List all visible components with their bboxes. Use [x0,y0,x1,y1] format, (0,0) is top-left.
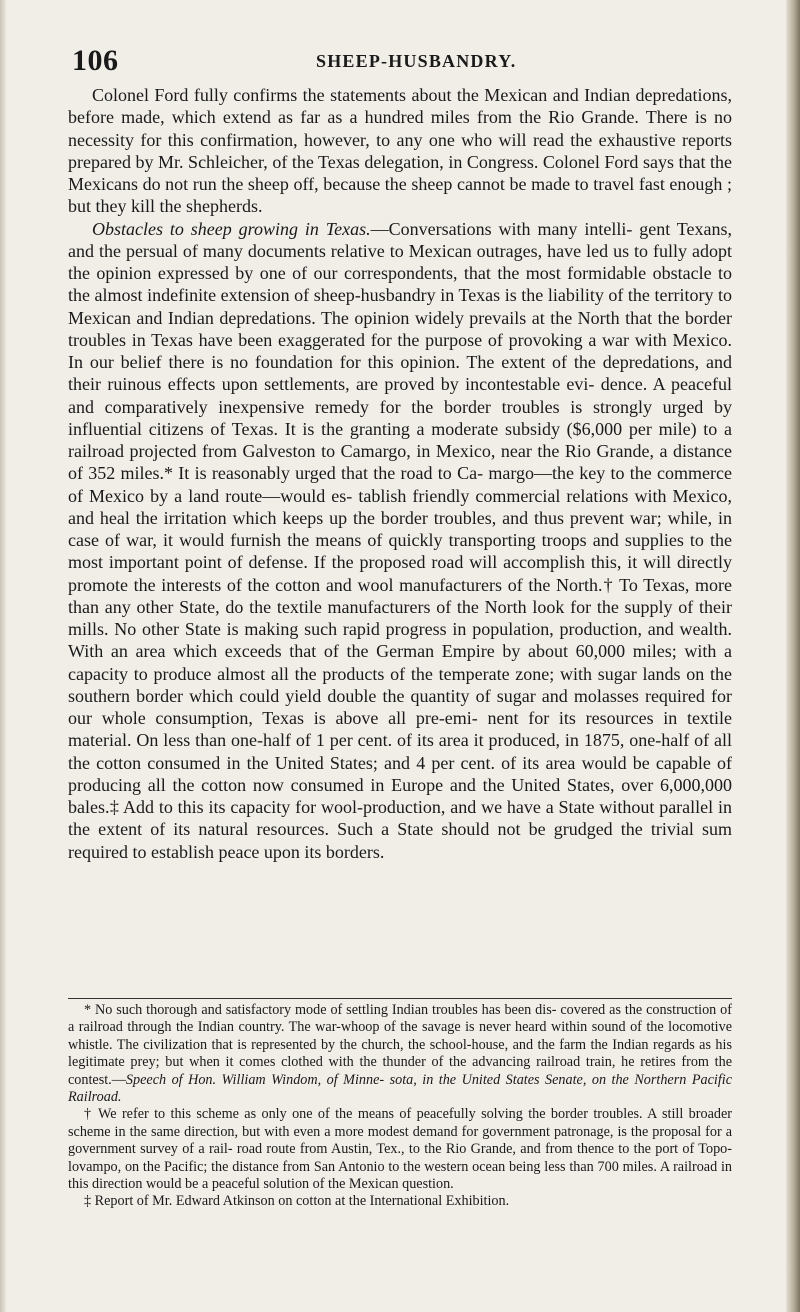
footnote-dagger: † We refer to this scheme as only one of the means of peacefully solving the border troubles. A still broader scheme in the same direction, but with even a more modest demand for government patronage, is the proposal for a government survey of a rail- road route from Austin, Tex., to the Rio Grande, and from thence to the port of Topo- lovampo, on the Pacific; the distance from San Antonio to the western ocean being less than 700 miles. A railroad in this direction would be a peaceful solution of the Mexican question. [68,1106,732,1193]
page-number: 106 [72,44,119,77]
section-subheading: Obstacles to sheep growing in Texas. [92,218,371,239]
paragraph-ford: Colonel Ford fully confirms the statements about the Mexican and Indian depredations, before made, which extend as far as a hundred miles from the Rio Grande. There is no necessity for this confirmation, however, to any one who will read the exhaustive reports prepared by Mr. Schleicher, of the Texas delegation, in Congress. Colonel Ford says that the Mexicans do not run the sheep off, because the sheep cannot be made to travel fast enough ; but they kill the shepherds. [68,85,732,217]
footnote-asterisk-text: * No such thorough and satisfactory mode of settling Indian troubles has been dis- covered as the construction of a railroad through the Indian country. The war-whoop of the savage is never heard within sound of the locomotive whistle. The civilization that is represented by the church, the school-house, and the farm the Indian regards as his legitimate prey; but when it comes clothed with the thunder of the advancing railroad train, he retires from the contest.— [68,1002,732,1088]
footnote-asterisk [68,1002,732,1106]
page-edge-shadow [786,0,800,1312]
footnote-double-dagger: ‡ Report of Mr. Edward Atkinson on cotton at the International Exhibition. [84,1193,510,1210]
footnotes [68,1002,732,1211]
paragraph-obstacles [68,218,732,863]
page-gutter-shadow [0,0,6,1312]
footnote-rule [68,998,732,999]
running-title: SHEEP-HUSBANDRY. [316,51,517,71]
paragraph-obstacles-text: —Conversations with many intelli- gent Texans, and the persual of many documents relative to Mexican outrages, have led us to fully adopt the opinion expressed by one of our correspondents, that the most formidable obstacle to the almost indefinite extension of sheep-husbandry in Texas is the liability of the territory to Mexican and Indian depredations. The opinion widely prevails at the North that the border troubles in Texas have been exaggerated for the purpose of provoking a war with Mexico. In our belief there is no foundation for this opinion. The extent of the depredations, and their ruinous effects upon settlements, are proved by incontestable evi- dence. A peaceful and comparatively inexpensive remedy for the border troubles is strongly urged by influential citizens of Texas. It is the granting a moderate subsidy ($6,000 per mile) to a railroad projected from Galveston to Camargo, in Mexico, near the Rio Grande, a distance of 352 miles.* It is reasonably urged that the road to Ca- margo—the key to the commerce of Mexico by a land route—would es- tablish friendly commercial relations with Mexico, and heal the irritation which keeps up the border troubles, and thus prevent war; while, in case of war, it would furnish the means of quickly transporting troops and supplies to the most important point of defense. If the proposed road will accomplish this, it will directly promote the interests of the cotton and wool manufacturers of the North.† To Texas, more than any other State, do the textile manufacturers of the North look for the supply of their mills. No other State is making such rapid progress in population, production, and wealth. With an area which exceeds that of the German Empire by about 60,000 miles; with a capacity to produce almost all the products of the temperate zone; with sugar lands on the southern border which could yield double the quantity of sugar and molasses required for our whole consumption, Texas is above all pre-emi- nent for its resources in textile material. On less than one-half of 1 per cent. of its area it produced, in 1875, one-half of all the cotton consumed in the United States; and 4 per cent. of its area would be capable of producing all the cotton now consumed in Europe and the United States, over 6,000,000 bales.‡ Add to this its capacity for wool-production, and we have a State without parallel in the extent of its natural resources. Such a State should not be grudged the trivial sum required to establish peace upon its borders. [68,218,732,862]
main-text [68,84,732,863]
footnote-asterisk-source: Speech of Hon. William Windom, of Minne- sota, in the United States Senate, on the Northern Pacific Railroad. [68,1071,732,1106]
